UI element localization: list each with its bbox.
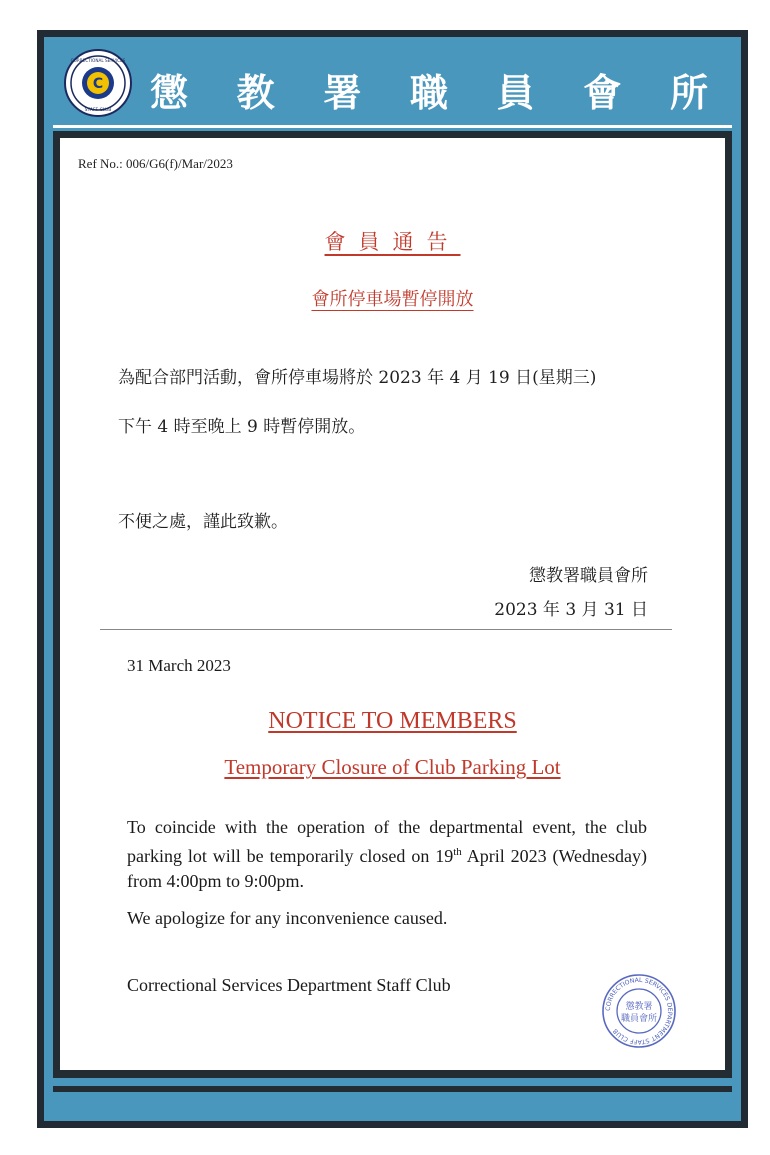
logo-text-bottom: STAFF CLUB [84, 108, 112, 113]
club-title-char: 教 [236, 70, 277, 115]
en-date: 31 March 2023 [127, 656, 231, 675]
language-divider [100, 629, 672, 630]
club-seal-stamp [601, 973, 677, 1049]
en-notice-heading-text: NOTICE TO MEMBERS [268, 708, 517, 734]
en-body-paragraph [127, 815, 647, 894]
en-body-part-2: April 2023 (Wednesday) from 4:00pm to 9:00pm. [127, 846, 648, 891]
club-title-char: 員 [496, 70, 537, 115]
frame-bottom-strip [53, 1086, 732, 1092]
zh-body-line-1: 為配合部門活動，會所停車場將於 2023 年 4 月 19 日(星期三) [118, 368, 597, 388]
header-divider [53, 125, 732, 128]
en-notice-subheading-text: Temporary Closure of Club Parking Lot [224, 755, 561, 779]
club-logo [64, 49, 132, 117]
zh-signature-org: 懲教署職員會所 [529, 566, 648, 586]
club-title-char: 懲 [150, 70, 191, 115]
en-notice-heading [60, 708, 725, 735]
logo-text-top: CORRECTIONAL SERVICES [70, 58, 126, 63]
club-title-char: 會 [583, 70, 624, 115]
club-title-char: 所 [669, 70, 710, 115]
zh-notice-heading-text: 會員通告 [324, 230, 461, 254]
zh-body-line-2: 下午 4 時至晚上 9 時暫停開放。 [118, 417, 366, 437]
club-title [150, 62, 710, 117]
en-body-part-1: To coincide with the operation of the departmental event, the club parking lot will be temporarily closed on 19 [127, 817, 647, 866]
stamp-ring-text: CORRECTIONAL SERVICES DEPARTMENT STAFF CLUB [604, 976, 674, 1046]
club-title-char: 職 [409, 70, 450, 115]
en-notice-subheading [60, 755, 725, 780]
stamp-center-line-2: 職員會所 [620, 1014, 658, 1024]
zh-signature-date: 2023 年 3 月 31 日 [494, 600, 648, 620]
logo-monogram: C [92, 76, 104, 92]
en-body-ordinal: th [453, 846, 462, 858]
club-title-char: 署 [323, 70, 364, 115]
reference-number: Ref No.: 006/G6(f)/Mar/2023 [78, 156, 233, 171]
en-signature: Correctional Services Department Staff Club [127, 975, 451, 995]
zh-notice-subheading-text: 會所停車場暫停開放 [311, 289, 474, 310]
zh-apology: 不便之處，謹此致歉。 [118, 512, 288, 532]
zh-notice-subheading [60, 285, 725, 311]
en-apology: We apologize for any inconvenience caused. [127, 908, 448, 928]
zh-notice-heading [60, 226, 725, 256]
stamp-center-line-1: 懲教署 [625, 1002, 653, 1012]
